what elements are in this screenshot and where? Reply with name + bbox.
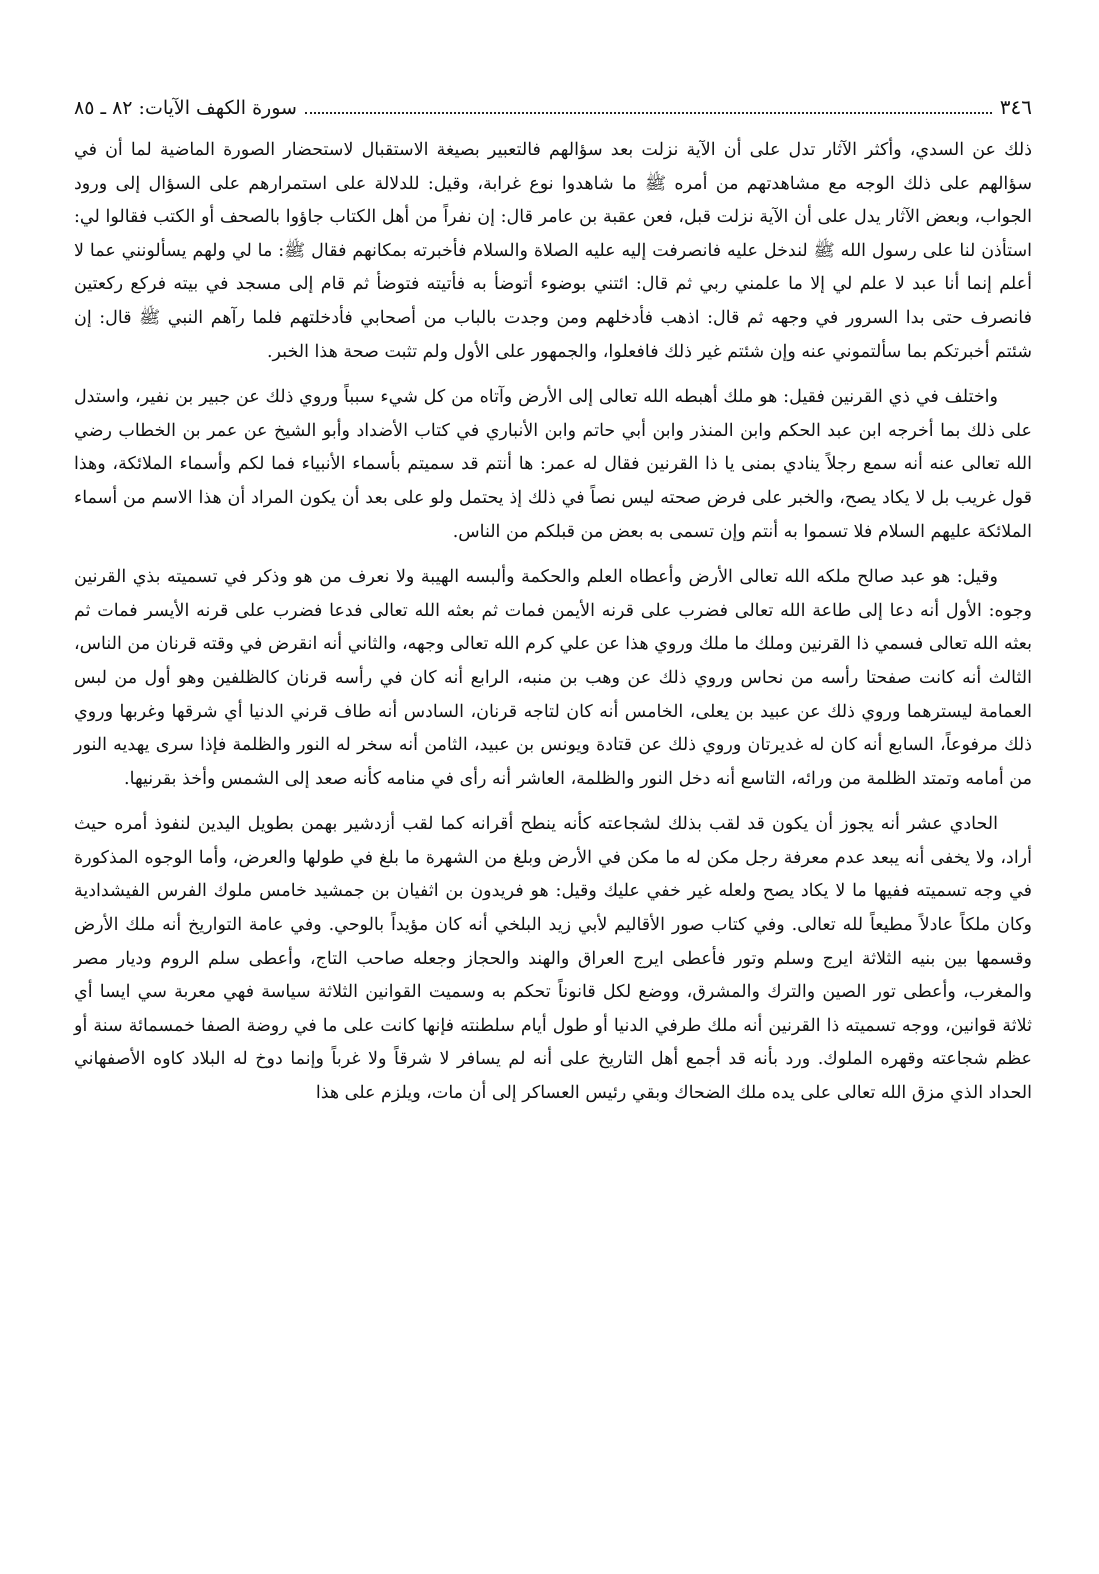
paragraph: واختلف في ذي القرنين فقيل: هو ملك أهبطه الله تعالى إلى الأرض وآتاه من كل شيء سبباً وروي ذلك عن جبير بن نفير، واستدل على ذلك بما أخرجه ابن عبد الحكم وابن المنذر وابن أبي حاتم وابن الأنباري في كتاب الأضداد وأبو الشيخ عن عمر بن الخطاب رضي الله تعالى عنه أنه سمع رجلاً ينادي بمنى يا ذا القرنين فقال له عمر: ها أنتم قد سميتم بأسماء الأنبياء فما لكم وأسماء الملائكة، وهذا قول غريب بل لا يكاد يصح، والخبر على فرض صحته ليس نصاً في ذلك إذ يحتمل ولو على بعد أن يكون المراد أن هذا الاسم من أسماء الملائكة عليهم السلام فلا تسموا به أنتم وإن تسمى به بعض من قبلكم من الناس. — [74, 387, 1032, 542]
page-number: ٣٤٦ — [999, 95, 1032, 119]
body-text — [74, 134, 1032, 1111]
paragraph: وقيل: هو عبد صالح ملكه الله تعالى الأرض وأعطاه العلم والحكمة وألبسه الهيبة ولا نعرف من هو وذكر في تسميته بذي القرنين وجوه: الأول أنه دعا إلى طاعة الله تعالى فضرب على قرنه الأيمن فمات ثم بعثه الله تعالى فدعا فضرب على قرنه الأيسر فمات ثم بعثه الله تعالى فسمي ذا القرنين وملك ما ملك وروي هذا عن علي كرم الله تعالى وجهه، والثاني أنه انقرض في وقته قرنان من الناس، الثالث أنه كانت صفحتا رأسه من نحاس وروي ذلك عن وهب بن منبه، الرابع أنه كان في رأسه قرنان كالظلفين وهو أول من لبس العمامة ليسترهما وروي ذلك عن عبيد بن يعلى، الخامس أنه كان لتاجه قرنان، السادس أنه طاف قرني الدنيا أي شرقها وغربها وروي ذلك مرفوعاً، السابع أنه كان له غديرتان وروي ذلك عن قتادة ويونس بن عبيد، الثامن أنه سخر له النور والظلمة فإذا سرى يهديه النور من أمامه وتمتد الظلمة من ورائه، التاسع أنه دخل النور والظلمة، العاشر أنه رأى في منامه كأنه صعد إلى الشمس وأخذ بقرنيها. — [74, 567, 1032, 789]
paragraph: ذلك عن السدي، وأكثر الآثار تدل على أن الآية نزلت بعد سؤالهم فالتعبير بصيغة الاستقبال لاستحضار الصورة الماضية لما أن في سؤالهم على ذلك الوجه مع مشاهدتهم من أمره ﷺ ما شاهدوا نوع غرابة، وقيل: للدلالة على استمرارهم على السؤال إلى ورود الجواب، وبعض الآثار يدل على أن الآية نزلت قبل، فعن عقبة بن عامر قال: إن نفراً من أهل الكتاب جاؤوا بالصحف أو الكتب فقالوا لي: استأذن لنا على رسول الله ﷺ لندخل عليه فانصرفت إليه عليه الصلاة والسلام فأخبرته بمكانهم فقال ﷺ: ما لي ولهم يسألونني عما لا أعلم إنما أنا عبد لا علم لي إلا ما علمني ربي ثم قال: ائتني بوضوء أتوضأ به فأتيته فتوضأ ثم قام إلى مسجد في بيته فركع ركعتين فانصرف حتى بدا السرور في وجهه ثم قال: اذهب فأدخلهم ومن وجدت بالباب من أصحابي فأدخلتهم فلما رآهم النبي ﷺ قال: إن شئتم أخبرتكم بما سألتموني عنه وإن شئتم غير ذلك فافعلوا، والجمهور على الأول ولم تثبت صحة هذا الخبر. — [74, 140, 1032, 362]
dotted-leader — [305, 111, 992, 114]
running-header — [74, 92, 1032, 122]
book-page — [74, 92, 1032, 1552]
chapter-title: سورة الكهف الآيات: ٨٢ ـ ٨٥ — [74, 97, 297, 119]
paragraph: الحادي عشر أنه يجوز أن يكون قد لقب بذلك لشجاعته كأنه ينطح أقرانه كما لقب أزدشير بهمن بطويل اليدين لنفوذ أمره حيث أراد، ولا يخفى أنه يبعد عدم معرفة رجل مكن له ما مكن في الأرض وبلغ من الشهرة ما بلغ في طولها والعرض، وأما الوجوه المذكورة في وجه تسميته ففيها ما لا يكاد يصح ولعله غير خفي عليك وقيل: هو فريدون بن اثفيان بن جمشيد خامس ملوك الفرس الفيشدادية وكان ملكاً عادلاً مطيعاً لله تعالى. وفي كتاب صور الأقاليم لأبي زيد البلخي أنه كان مؤيداً بالوحي. وفي عامة التواريخ أنه ملك الأرض وقسمها بين بنيه الثلاثة ايرج وسلم وتور فأعطى ايرج العراق والهند والحجاز وجعله صاحب التاج، وأعطى سلم الروم وديار مصر والمغرب، وأعطى تور الصين والترك والمشرق، ووضع لكل قانوناً تحكم به وسميت القوانين الثلاثة سياسة فهي معربة سي ايسا أي ثلاثة قوانين، ووجه تسميته ذا القرنين أنه ملك طرفي الدنيا أو طول أيام سلطنته فإنها كانت على ما في روضة الصفا خمسمائة سنة أو عظم شجاعته وقهره الملوك. ورد بأنه قد أجمع أهل التاريخ على أنه لم يسافر لا شرقاً ولا غرباً وإنما دوخ له البلاد كاوه الأصفهاني الحداد الذي مزق الله تعالى على يده ملك الضحاك وبقي رئيس العساكر إلى أن مات، ويلزم على هذا — [74, 814, 1032, 1104]
